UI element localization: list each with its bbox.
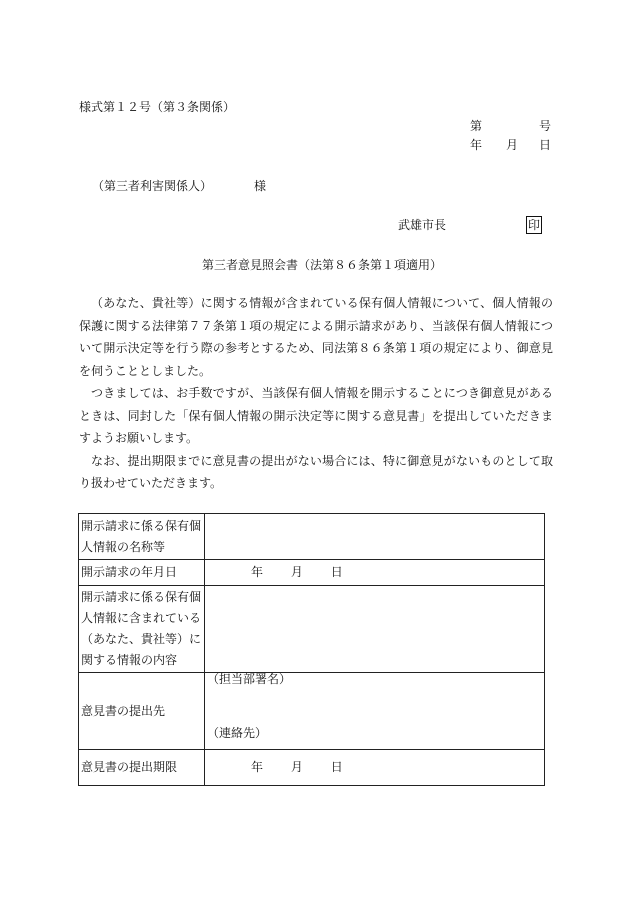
table-value-info-content xyxy=(205,586,545,673)
table-label-info-content: 開示請求に係る保有個人情報に含まれている（あなた、貴社等）に関する情報の内容 xyxy=(79,586,205,673)
table-row xyxy=(79,750,545,786)
deadline-month-label: 月 xyxy=(290,760,303,774)
request-month-label: 月 xyxy=(290,565,303,579)
table-label-info-name: 開示請求に係る保有個人情報の名称等 xyxy=(79,514,205,560)
date-day-label: 日 xyxy=(539,138,552,152)
table-value-deadline xyxy=(205,750,545,786)
request-day-label: 日 xyxy=(330,565,343,579)
body-paragraph-3: なお、提出期限までに意見書の提出がない場合には、特に御意見がないものとして取り扱わせていただきます。 xyxy=(79,453,553,490)
seal-mark: 印 xyxy=(528,218,541,232)
body-text xyxy=(79,292,553,495)
table-row xyxy=(79,586,545,673)
request-year-label: 年 xyxy=(251,565,264,579)
table-row xyxy=(79,560,545,586)
form-number: 様式第１２号（第３条関係） xyxy=(79,100,236,114)
document-number-suffix: 号 xyxy=(539,119,552,133)
document-title: 第三者意見照会書（法第８６条第１項適用） xyxy=(202,258,443,272)
date-month-label: 月 xyxy=(506,138,519,152)
contact-label: （連絡先） xyxy=(207,726,268,740)
date-year-label: 年 xyxy=(470,138,483,152)
table-value-submit-to xyxy=(205,673,545,750)
department-label: （担当部署名） xyxy=(207,672,292,686)
addressee-honorific: 様 xyxy=(254,179,267,193)
table-label-request-date: 開示請求の年月日 xyxy=(79,560,205,586)
table-row xyxy=(79,514,545,560)
table-value-info-name xyxy=(205,514,545,560)
body-paragraph-1: （あなた、貴社等）に関する情報が含まれている保有個人情報について、個人情報の保護に関する法律第７７条第１項の規定による開示請求があり、当該保有個人情報について開示決定等を行う際の参考とするため、同法第８６条第１項の規定により、御意見を伺うこととしました。 xyxy=(79,296,553,378)
request-info-table xyxy=(78,513,545,786)
table-label-deadline: 意見書の提出期限 xyxy=(79,750,205,786)
document-number-prefix: 第 xyxy=(470,119,483,133)
body-paragraph-2: つきましては、お手数ですが、当該保有個人情報を開示することにつき御意見があるときは、同封した「保有個人情報の開示決定等に関する意見書」を提出していただきますようお願いします。 xyxy=(79,386,553,445)
addressee-name: （第三者利害関係人） xyxy=(92,179,213,193)
table-row xyxy=(79,673,545,750)
sender-name: 武雄市長 xyxy=(398,218,447,232)
deadline-day-label: 日 xyxy=(330,760,343,774)
deadline-year-label: 年 xyxy=(251,760,264,774)
table-label-submit-to: 意見書の提出先 xyxy=(79,673,205,750)
table-value-request-date xyxy=(205,560,545,586)
